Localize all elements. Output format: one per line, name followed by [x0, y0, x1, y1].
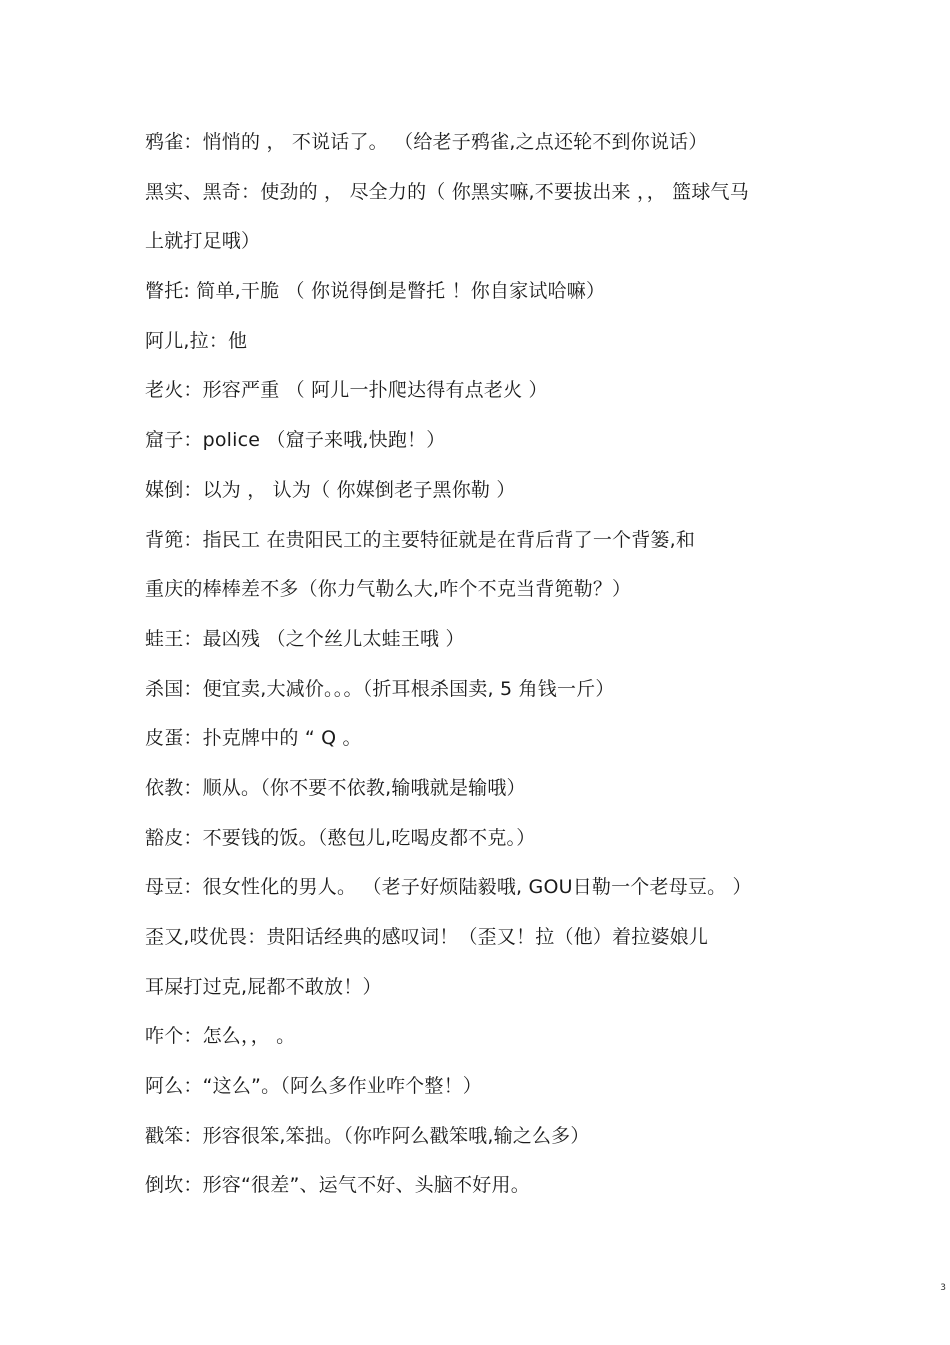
glossary-line: 皮蛋：扑克牌中的 “ Q 。 [145, 727, 362, 750]
glossary-line: 戳笨：形容很笨,笨拙。（你咋阿么戳笨哦,输之么多） [145, 1124, 590, 1147]
glossary-line: 倒坎：形容“很差”、运气不好、头脑不好用。 [145, 1174, 530, 1197]
glossary-line: 阿儿,拉：他 [145, 329, 248, 352]
glossary-line: 媒倒：以为 ， 认为（ 你媒倒老子黑你勒 ） [145, 478, 516, 501]
glossary-line: 老火：形容严重 （ 阿儿一扑爬达得有点老火 ） [145, 379, 548, 402]
glossary-line: 依教：顺从。（你不要不依教,输哦就是输哦） [145, 776, 526, 799]
glossary-line: 歪又,哎优畏：贵阳话经典的感叹词！（歪又！拉（他）着拉婆娘儿 [145, 926, 709, 948]
glossary-line: 黑实、黑奇：使劲的 ， 尽全力的（ 你黑实嘛,不要拔出来 ，， 篮球气马 [145, 180, 749, 203]
glossary-line: 豁皮：不要钱的饭。（憨包儿,吃喝皮都不克。） [145, 826, 536, 849]
glossary-line: 阿么：“这么”。（阿么多作业咋个整！） [145, 1075, 482, 1098]
glossary-body [145, 126, 845, 1219]
glossary-line: 鸦雀：悄悄的 ， 不说话了。 （给老子鸦雀,之点还轮不到你说话） [145, 131, 708, 153]
glossary-line: 咋个：怎么，， 。 [145, 1025, 296, 1048]
glossary-line: 母豆：很女性化的男人。 （老子好烦陆毅哦, GOU日勒一个老母豆。 ） [145, 876, 752, 899]
glossary-line: 重庆的棒棒差不多（你力气勒么大,咋个不克当背篼勒？） [145, 578, 632, 601]
glossary-line: 蛙王：最凶残 （之个丝儿太蛙王哦 ） [145, 627, 465, 650]
glossary-line: 耳屎打过克,屁都不敢放！） [145, 975, 382, 998]
glossary-line: 背篼：指民工 在贵阳民工的主要特征就是在背后背了一个背篓,和 [145, 528, 696, 551]
glossary-line: 瞥托: 简单,干脆 （ 你说得倒是瞥托 ！你自家试哈嘛） [145, 280, 606, 303]
glossary-line: 窟子：police （窟子来哦,快跑！） [145, 429, 446, 452]
glossary-line: 杀国：便宜卖,大减价。。。（折耳根杀国卖, 5 角钱一斤） [145, 677, 615, 700]
page-number: 3 [940, 1283, 946, 1293]
glossary-line: 上就打足哦） [145, 230, 261, 253]
